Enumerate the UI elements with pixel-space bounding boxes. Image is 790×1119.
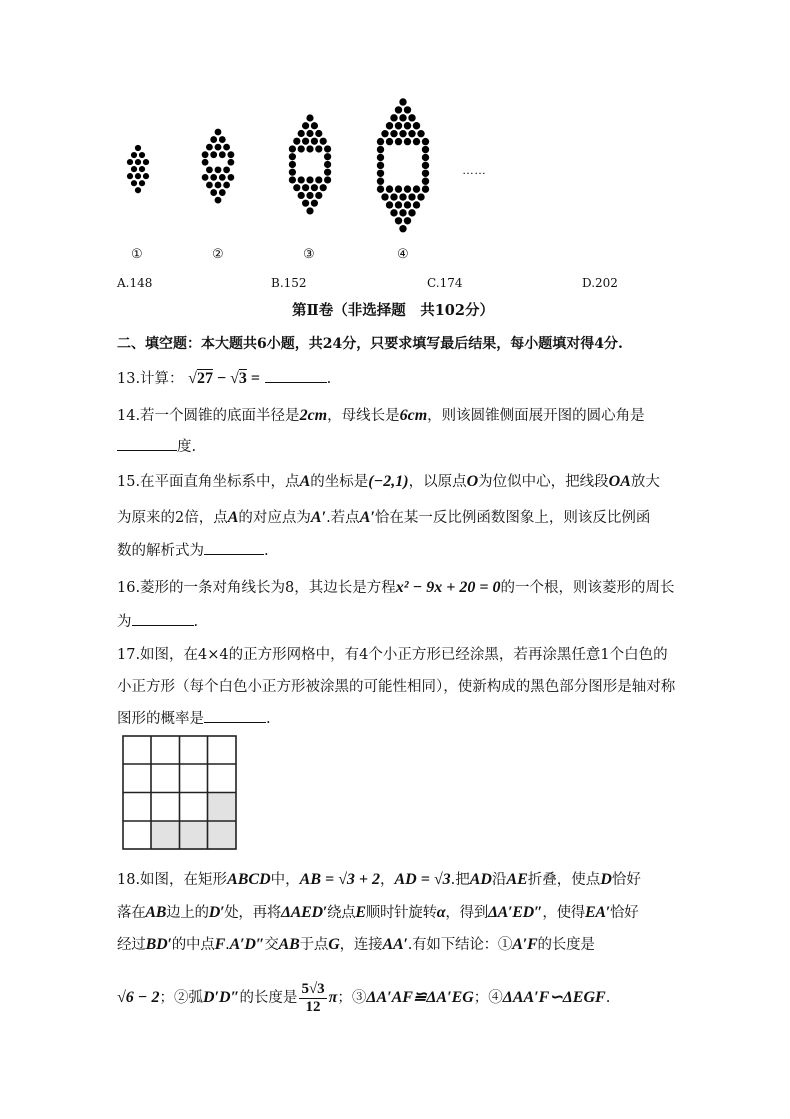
pattern-dot: [386, 122, 393, 129]
pattern-dot: [377, 178, 384, 185]
pattern-dot: [404, 106, 411, 113]
pattern-dot: [395, 185, 402, 192]
pattern-dot: [381, 193, 388, 200]
pattern-dot: [413, 122, 420, 129]
pattern-dot: [143, 159, 149, 165]
pattern-dot: [408, 114, 415, 121]
shaded-cell: [208, 822, 237, 851]
pattern-dot: [315, 176, 322, 183]
pattern-dot: [395, 122, 402, 129]
pattern-dot: [289, 153, 296, 160]
pattern-dot: [127, 173, 133, 179]
pattern-dot: [139, 180, 145, 186]
question-15-line-1: 15.在平面直角坐标系中，点A的坐标是(−2,1)，以原点O为位似中心，把线段OA放大: [117, 473, 660, 490]
answer-blank-15[interactable]: [204, 540, 264, 555]
pattern-dot: [139, 166, 145, 172]
pattern-dot: [311, 122, 318, 129]
pattern-dot: [422, 185, 429, 192]
pattern-dot: [289, 169, 296, 176]
pattern-dot: [289, 161, 296, 168]
pattern-dot: [413, 185, 420, 192]
pattern-dot: [206, 182, 213, 189]
pattern-ellipsis: ……: [462, 163, 486, 177]
question-18-line-3: 经过BD′的中点F.A′D″交AB于点G，连接AA′.有如下结论：①A′F的长度是: [117, 936, 595, 953]
pattern-dot: [324, 153, 331, 160]
pattern-dot: [293, 138, 300, 145]
pattern-dot: [417, 193, 424, 200]
pattern-dot: [324, 176, 331, 183]
pattern-dot: [131, 180, 137, 186]
pattern-dot: [210, 189, 217, 196]
pattern-dot: [390, 114, 397, 121]
pattern-dot: [223, 166, 230, 173]
pattern-dot: [215, 144, 222, 151]
section-heading: 二、填空题：本大题共6小题，共24分，只要求填写最后结果，每小题填对得4分.: [117, 336, 623, 352]
pattern-dot: [395, 201, 402, 208]
pattern-dot: [381, 130, 388, 137]
pattern-dot: [302, 200, 309, 207]
pattern-dot: [306, 176, 313, 183]
pattern-dot: [127, 159, 133, 165]
pattern-dot: [324, 169, 331, 176]
pattern-dot: [298, 192, 305, 199]
pattern-dot: [390, 193, 397, 200]
pattern-dot: [404, 138, 411, 145]
pattern-dot: [131, 152, 137, 158]
pattern-dot: [210, 151, 217, 158]
pattern-dot: [315, 130, 322, 137]
pattern-dot: [377, 170, 384, 177]
pattern-dot: [399, 114, 406, 121]
pattern-dot: [289, 176, 296, 183]
question-18-line-2: 落在AB边上的D′处，再将ΔAED′绕点E顺时针旋转α，得到ΔA′ED″，使得EA′恰好: [117, 904, 639, 921]
pattern-dot: [413, 201, 420, 208]
pattern-dot: [386, 138, 393, 145]
pattern-dot: [228, 174, 235, 181]
shaded-cell: [151, 822, 180, 851]
pattern-dot: [135, 173, 141, 179]
pattern-dot: [223, 182, 230, 189]
question-17-line-3: 图形的概率是 .: [117, 708, 271, 729]
question-15-line-3: 数的解析式为 .: [117, 540, 269, 561]
pattern-dot: [377, 162, 384, 169]
question-14-line-2: 度.: [117, 436, 196, 457]
pattern-dot: [219, 174, 226, 181]
pattern-dot: [390, 209, 397, 216]
option-c: C.174: [427, 276, 463, 290]
pattern-dot: [377, 154, 384, 161]
pattern-dot: [135, 159, 141, 165]
pattern-dot: [306, 145, 313, 152]
pattern-dot: [306, 130, 313, 137]
figure-label-3: ③: [303, 246, 315, 261]
pattern-dot: [399, 130, 406, 137]
pattern-dot: [386, 201, 393, 208]
pattern-dot: [417, 130, 424, 137]
option-d: D.202: [582, 276, 618, 290]
pattern-dot: [395, 106, 402, 113]
pattern-dot: [404, 217, 411, 224]
shaded-cell: [208, 793, 237, 822]
pattern-dot: [219, 151, 226, 158]
pattern-dot: [210, 174, 217, 181]
pattern-dot: [298, 130, 305, 137]
pattern-dot: [386, 185, 393, 192]
pattern-dot: [131, 166, 137, 172]
pattern-dot: [422, 154, 429, 161]
pattern-dot: [399, 98, 406, 105]
pattern-dot: [320, 184, 327, 191]
pattern-dot: [311, 184, 318, 191]
pattern-dot: [404, 122, 411, 129]
pattern-dot: [311, 200, 318, 207]
pattern-dot: [306, 114, 313, 121]
pattern-dot: [298, 176, 305, 183]
question-13: 13.计算： √27 − √3 = .: [117, 370, 332, 387]
pattern-dot: [413, 138, 420, 145]
pattern-dot: [315, 145, 322, 152]
pattern-dot: [206, 144, 213, 151]
pattern-dot: [422, 170, 429, 177]
pattern-dot: [422, 138, 429, 145]
option-b: B.152: [271, 276, 307, 290]
pattern-dot: [377, 185, 384, 192]
question-17-line-2: 小正方形（每个白色小正方形被涂黑的可能性相同），使新构成的黑色部分图形是轴对称: [117, 679, 676, 695]
pattern-dot: [306, 207, 313, 214]
figure-label-1: ①: [131, 246, 143, 261]
pattern-dot: [215, 182, 222, 189]
pattern-dot: [210, 136, 217, 143]
grid-4x4-figure: [121, 734, 239, 852]
shaded-cell: [180, 822, 209, 851]
pattern-dot: [298, 145, 305, 152]
pattern-dot: [135, 187, 141, 193]
pattern-dot: [139, 152, 145, 158]
pattern-dot: [223, 144, 230, 151]
pattern-dot: [219, 136, 226, 143]
pattern-dot: [395, 217, 402, 224]
answer-blank-16[interactable]: [132, 611, 194, 626]
pattern-dot: [395, 138, 402, 145]
pattern-dot: [408, 130, 415, 137]
question-15-line-2: 为原来的2倍，点A的对应点为A′.若点A′恰在某一反比例函数图象上，则该反比例函: [117, 509, 651, 526]
pattern-dot: [202, 159, 209, 166]
pattern-dot: [135, 145, 141, 151]
pattern-dot: [215, 166, 222, 173]
pattern-dot: [302, 184, 309, 191]
pattern-dot: [408, 193, 415, 200]
pattern-dot: [320, 138, 327, 145]
pattern-dot: [315, 192, 322, 199]
pattern-dot: [399, 209, 406, 216]
question-16-line-2: 为 .: [117, 611, 198, 632]
pattern-dot: [302, 122, 309, 129]
figure-label-4: ④: [397, 246, 409, 261]
dot-pattern-figure: [110, 90, 510, 270]
question-16-line-1: 16.菱形的一条对角线长为8，其边长是方程x² − 9x + 20 = 0的一个根，则该菱形的周长: [117, 579, 675, 596]
pattern-dot: [324, 161, 331, 168]
section-title: 第Ⅱ卷（非选择题 共102分）: [292, 302, 494, 319]
pattern-dot: [206, 166, 213, 173]
question-18-line-4: √6 − 2 ；②弧 D′D″ 的长度是 5√3 12 π ；③ ΔA′AF≌ΔA′EG ；④ ΔAA′F∽ΔEGF .: [117, 980, 611, 1015]
pattern-dot: [408, 209, 415, 216]
pattern-dot: [311, 138, 318, 145]
pattern-dot: [377, 146, 384, 153]
pattern-dot: [289, 145, 296, 152]
pattern-dot: [324, 145, 331, 152]
pattern-dot: [302, 138, 309, 145]
pattern-dot: [422, 178, 429, 185]
question-18-line-1: 18.如图，在矩形ABCD中，AB = √3 + 2，AD = √3.把AD沿AE折叠，使点D恰好: [117, 871, 641, 888]
pattern-dot: [422, 146, 429, 153]
answer-blank-14[interactable]: [117, 436, 177, 451]
pattern-dot: [306, 192, 313, 199]
pattern-dot: [202, 174, 209, 181]
pattern-dot: [399, 225, 406, 232]
fraction-5sqrt3-over-12: 5√3 12: [301, 980, 325, 1015]
pattern-dot: [219, 189, 226, 196]
pattern-dot: [422, 162, 429, 169]
pattern-dot: [377, 138, 384, 145]
question-17-line-1: 17.如图，在4×4的正方形网格中，有4个小正方形已经涂黑，若再涂黑任意1个白色的: [117, 647, 668, 663]
pattern-dot: [228, 159, 235, 166]
pattern-dot: [202, 151, 209, 158]
pattern-dot: [293, 184, 300, 191]
pattern-dot: [404, 201, 411, 208]
question-14-line-1: 14.若一个圆锥的底面半径是2cm，母线长是6cm，则该圆锥侧面展开图的圆心角是: [117, 407, 645, 424]
pattern-dot: [215, 197, 222, 204]
pattern-dot: [143, 173, 149, 179]
pattern-dot: [399, 193, 406, 200]
pattern-dot: [215, 129, 222, 136]
answer-blank-17[interactable]: [204, 708, 266, 723]
answer-blank-13[interactable]: [265, 368, 327, 383]
figure-label-2: ②: [212, 246, 224, 261]
option-a: A.148: [117, 276, 153, 290]
pattern-dot: [228, 151, 235, 158]
pattern-dot: [390, 130, 397, 137]
pattern-dot: [404, 185, 411, 192]
